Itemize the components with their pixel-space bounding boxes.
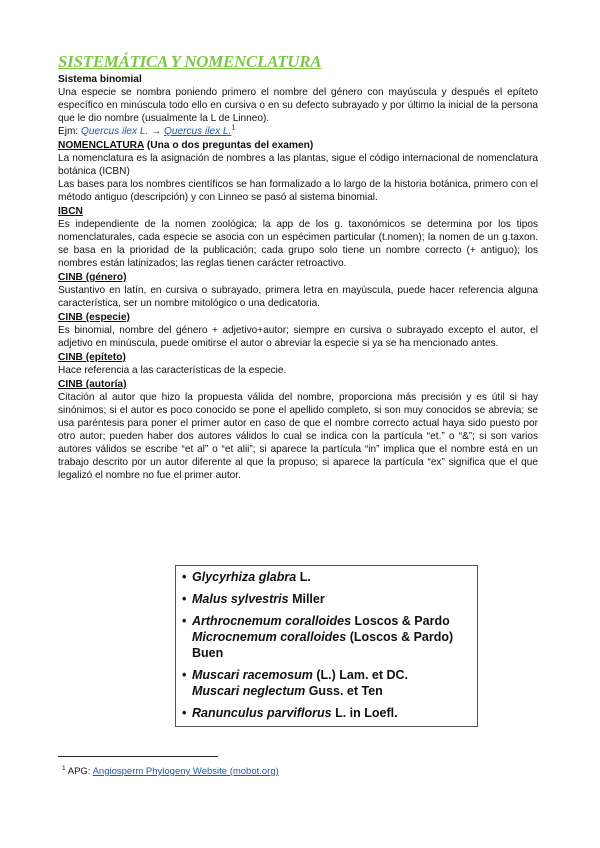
example-item: • Arthrocnemum coralloides Loscos & Pardo Microcnemum coralloides (Loscos & Pardo) Buen (182, 614, 454, 660)
example-item: • Ranunculus parviflorus L. in Loefl. (182, 706, 398, 720)
cinb-genero-text: Sustantivo en latín, en cursiva o subrayado, primera letra en mayúscula, puede hacer referencia alguna característica, ser un nombre mitológico o una dedicatoria. (58, 285, 538, 309)
page-title: SISTEMÁTICA Y NOMENCLATURA (58, 52, 322, 71)
cinb-especie-text: Es binomial, nombre del género + adjetivo+autor; siempre en cursiva o subrayado excepto el autor, el adjetivo en minúscula, puede omitirse el autor o abreviar la especie si ya se ha mencionado antes. (58, 325, 538, 349)
cinb-epiteto-heading: CINB (epíteto) (58, 352, 126, 363)
example-arrow: → (148, 126, 165, 137)
nomenclatura-text-1: La nomenclatura es la asignación de nombres a las plantas, sigue el código internacional de nomenclatura botánica (ICBN) (58, 153, 538, 177)
cinb-epiteto-text: Hace referencia a las características de la especie. (58, 365, 287, 376)
example-link[interactable]: Quercus ilex L. (164, 126, 232, 137)
nomenclatura-text-2: Las bases para los nombres científicos se han formalizado a lo largo de la historia botánica, primero con el método antiguo (descripción) y con Linneo se pasó al sistema binomial. (58, 179, 538, 203)
species-examples-box (175, 565, 478, 727)
cinb-autoria-heading: CINB (autoría) (58, 379, 127, 390)
footnote-divider (58, 756, 218, 757)
example-item: • Glycyrhiza glabra L. (182, 570, 311, 584)
footnote (62, 763, 279, 778)
nomenclatura-heading: NOMENCLATURA (Una o dos preguntas del examen) (58, 140, 314, 151)
example-item: • Muscari racemosum (L.) Lam. et DC. Muscari neglectum Guss. et Ten (182, 668, 409, 698)
ibcn-heading: IBCN (58, 206, 83, 217)
cinb-especie-heading: CINB (especie) (58, 312, 130, 323)
binomial-heading: Sistema binomial (58, 74, 142, 85)
binomial-text: Una especie se nombra poniendo primero el nombre del género con mayúscula y después el epíteto específico en minúscula todo ello en cursiva o en su defecto subrayado y por último la inicial de la persona que le dio nombre (usualmente la L de Linneo). (58, 87, 538, 124)
example-item: • Malus sylvestris Miller (182, 592, 325, 606)
footnote-label: APG: (67, 766, 93, 778)
document-body (58, 52, 538, 482)
footnote-link[interactable]: Angiosperm Phylogeny Website (mobot.org) (92, 766, 279, 778)
example-prefix: Ejm: (58, 126, 81, 137)
example-species: Quercus ilex L. (81, 126, 149, 137)
cinb-autoria-text: Citación al autor que hizo la propuesta válida del nombre, proporciona más precisión y es útil si hay sinónimos; si el autor es poco conocido se pone el apellido completo, si son muy conocidos se abrevia; se usa paréntesis para poner el primer autor en caso de que el nombre correcto actual haya sido puesto por otro autor; pueden haber dos autores válidos lo cual se indica con la partícula “et.” o “&”; si son varios autores válidos se escribe “et al” o “et alii”; si aparece la partícula “in” implica que el nombre está en un trabajo descrito por un autor diferente al que la propuso; si aparece la partícula “ex” significa que el que legalizó el nombre no fue el primer autor. (58, 392, 538, 481)
ibcn-text: Es independiente de la nomen zoológica; la app de los g. taxonómicos se determina por los tipos nomenclaturales, cada especie se asocia con un espécimen particular (t.nomen); la nomen de un g.taxon. se basa en la prioridad de la publicación; cada grupo solo tiene un nombre correcto (+ antiguo); los nombres están latinizados; las reglas tienen carácter retroactivo. (58, 219, 538, 269)
binomial-example (58, 125, 538, 138)
footnote-ref[interactable]: 1 (231, 124, 236, 132)
cinb-genero-heading: CINB (género) (58, 272, 127, 283)
footnote-number: 1 (62, 765, 66, 772)
